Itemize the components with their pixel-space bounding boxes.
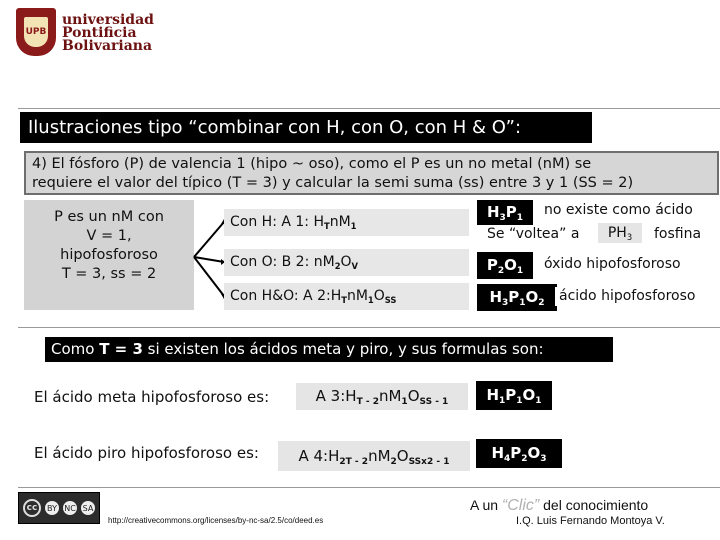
branch-connector-arrows: [192, 212, 228, 302]
logo-line-1: universidad: [62, 12, 154, 28]
result-2-name: óxido hipofosforoso: [540, 255, 685, 274]
rule-with-hydrogen: Con H: A 1: $H_TnM_1$: [224, 209, 469, 236]
question-line-2: requiere el valor del típico (T = 3) y calcular la semi suma (ss) entre 3 y 1 (SS = 2): [32, 175, 634, 191]
university-logo-shield: [16, 8, 56, 56]
result-1-note: no existe como ácido: [540, 201, 697, 220]
logo-line-3: Bolivariana: [62, 38, 153, 54]
logo-line-2: Pontificia: [62, 25, 137, 41]
question-box: [24, 151, 719, 195]
university-logo-text: [62, 14, 154, 53]
slide-title: Ilustraciones tipo “combinar con H, con O, con H & O”:: [20, 112, 592, 143]
meta-acid-label: El ácido meta hipofosforoso es:: [34, 388, 270, 406]
phosphine-formula: $PH_3$: [598, 223, 642, 243]
middle-divider: [18, 327, 720, 328]
creative-commons-badge[interactable]: [18, 492, 100, 524]
nc-icon: NC: [63, 501, 77, 515]
meta-piro-intro: Como T = 3 si existen los ácidos meta y piro, y sus formulas son:: [45, 337, 613, 362]
result-1-note-2: Se “voltea” a: [483, 225, 583, 244]
element-line-3: hipofosforoso: [60, 247, 158, 263]
result-formula-h3p1: $H_3P_1$: [477, 200, 533, 225]
rule-with-oxygen: Con O: B 2: $nM_2O_V$: [224, 249, 469, 276]
meta-acid-formula: $H_1P_1O_1$: [476, 381, 552, 410]
footer-divider: [18, 487, 720, 488]
piro-acid-label: El ácido piro hipofosforoso es:: [34, 444, 259, 462]
logo-badge: UPB: [24, 17, 48, 47]
by-icon: BY: [45, 501, 59, 515]
sa-icon: SA: [81, 501, 95, 515]
element-line-1: P es un nM con: [54, 209, 164, 225]
question-line-1: 4) El fósforo (P) de valencia 1 (hipo ~ oso), como el P es un no metal (nM) se: [32, 156, 592, 172]
element-summary-box: [24, 200, 194, 310]
cc-icon: cc: [23, 499, 41, 517]
piro-acid-formula: $H_4P_2O_3$: [476, 439, 562, 468]
result-formula-h3p1o2: $H_3P_1O_2$: [477, 284, 557, 311]
element-line-4: T = 3, ss = 2: [61, 266, 157, 282]
piro-acid-rule: A $4:H_{2T - 2}nM_2O_{SSx2 - 1}$: [278, 441, 470, 471]
top-divider: [18, 108, 720, 109]
rule-with-hydrogen-oxygen: Con H&O: A $2:H_TnM_1O_{SS}$: [224, 283, 469, 310]
license-link[interactable]: http://creativecommons.org/licenses/by-nc-sa/2.5/co/deed.es: [108, 516, 324, 525]
meta-acid-rule: A $3:H_{T - 2}nM_1O_{SS - 1}$: [296, 383, 468, 410]
result-3-name: ácido hipofosforoso: [555, 287, 699, 306]
footer-author: I.Q. Luis Fernando Montoya V.: [516, 515, 665, 527]
element-line-2: V = 1,: [86, 228, 132, 244]
result-formula-p2o1: $P_2O_1$: [477, 252, 533, 279]
footer-slogan: A un “Clic” del conocimiento: [470, 497, 649, 514]
phosphine-name: fosfina: [650, 225, 705, 244]
